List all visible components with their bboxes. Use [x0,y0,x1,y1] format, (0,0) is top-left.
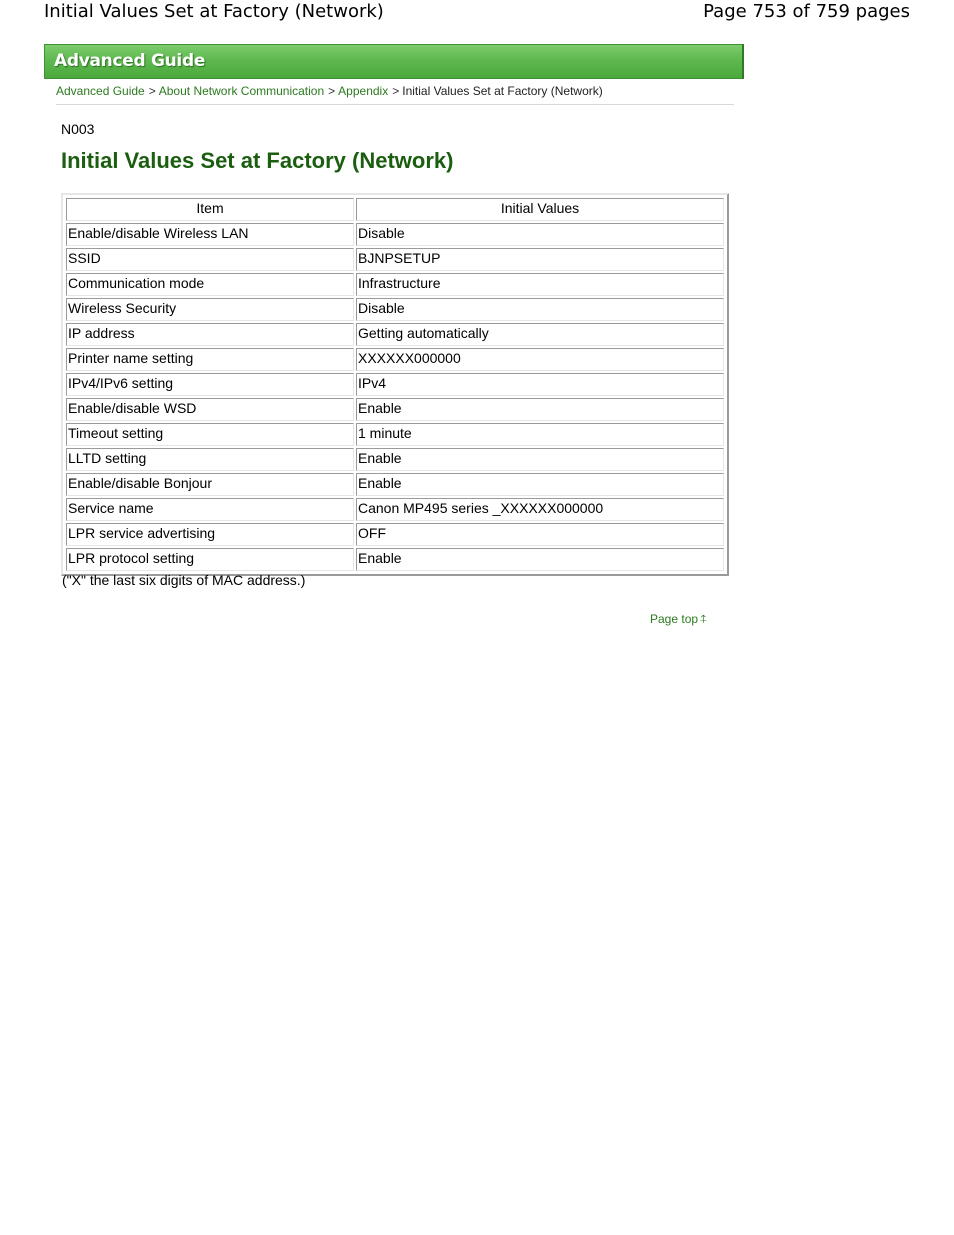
page-top-label: Page top [650,612,699,626]
item-cell: Printer name setting [66,348,354,371]
table-row [66,323,724,346]
breadcrumb-separator: > [328,84,336,98]
item-cell: Enable/disable Bonjour [66,473,354,496]
initial-value-cell: Enable [356,473,724,496]
initial-value-cell: Disable [356,223,724,246]
table-header-row [66,198,724,221]
footnote: ("X" the last six digits of MAC address.) [62,572,306,588]
item-cell: IPv4/IPv6 setting [66,373,354,396]
table-row [66,223,724,246]
initial-value-cell: Enable [356,398,724,421]
item-cell: LPR service advertising [66,523,354,546]
breadcrumb [56,82,734,105]
table-row [66,248,724,271]
print-header [44,0,910,26]
page-top-link[interactable] [650,612,707,627]
table-row [66,373,724,396]
banner-title: Advanced Guide [54,51,206,71]
breadcrumb-current: Initial Values Set at Factory (Network) [402,84,603,98]
item-cell: LLTD setting [66,448,354,471]
initial-value-cell: XXXXXX000000 [356,348,724,371]
arrow-up-icon: ⍏ [700,612,708,626]
item-cell: Wireless Security [66,298,354,321]
item-cell: Communication mode [66,273,354,296]
initial-value-cell: Getting automatically [356,323,724,346]
print-header-title: Initial Values Set at Factory (Network) [44,1,384,22]
item-cell: Enable/disable WSD [66,398,354,421]
initial-value-cell: Enable [356,548,724,571]
table-row [66,423,724,446]
initial-value-cell: OFF [356,523,724,546]
initial-value-cell: BJNPSETUP [356,248,724,271]
initial-value-cell: Disable [356,298,724,321]
initial-value-cell: Enable [356,448,724,471]
item-cell: IP address [66,323,354,346]
item-cell: LPR protocol setting [66,548,354,571]
table-row [66,548,724,571]
table-row [66,448,724,471]
breadcrumb-separator: > [148,84,156,98]
initial-value-cell: Infrastructure [356,273,724,296]
breadcrumb-separator: > [392,84,400,98]
breadcrumb-about-network-communication[interactable]: About Network Communication [158,84,325,98]
table-row [66,348,724,371]
table-row [66,398,724,421]
initial-values-table [61,193,729,576]
column-header-initial-values: Initial Values [356,198,724,221]
advanced-guide-banner [44,44,744,79]
table-row [66,523,724,546]
table-row [66,273,724,296]
breadcrumb-advanced-guide[interactable]: Advanced Guide [56,84,145,98]
page-title: Initial Values Set at Factory (Network) [61,148,454,173]
table-row [66,298,724,321]
item-cell: SSID [66,248,354,271]
initial-value-cell: IPv4 [356,373,724,396]
print-header-page-info: Page 753 of 759 pages [703,1,910,22]
initial-value-cell: Canon MP495 series _XXXXXX000000 [356,498,724,521]
item-cell: Timeout setting [66,423,354,446]
item-cell: Enable/disable Wireless LAN [66,223,354,246]
document-code: N003 [61,121,95,137]
column-header-item: Item [66,198,354,221]
item-cell: Service name [66,498,354,521]
initial-value-cell: 1 minute [356,423,724,446]
table-row [66,473,724,496]
breadcrumb-appendix[interactable]: Appendix [338,84,389,98]
table-row [66,498,724,521]
